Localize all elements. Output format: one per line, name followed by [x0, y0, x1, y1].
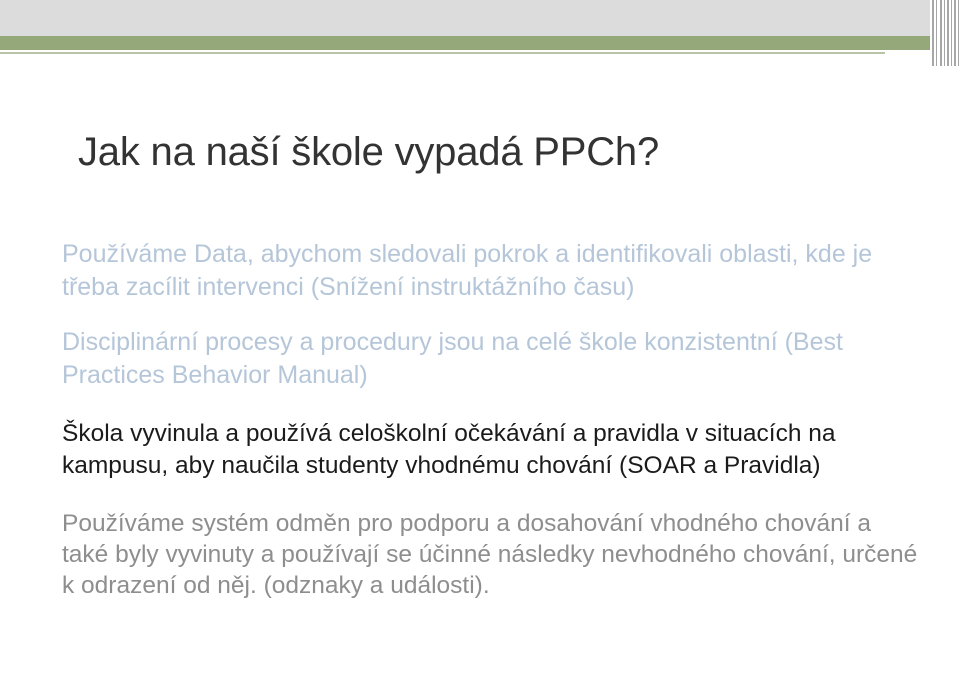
header-grey-band: [0, 0, 930, 36]
slide-title: Jak na naší škole vypadá PPCh?: [78, 130, 660, 174]
header-stripe: [944, 0, 945, 66]
header-stripe: [932, 0, 934, 66]
bullet-discipline-procedures: Disciplinární procesy a procedury jsou na celé škole konzistentní (Best Practices Behavior Manual): [62, 328, 843, 389]
bullet-school-expectations: Škola vyvinula a používá celoškolní očekávání a pravidla v situacích na kampusu, aby naučila studenty vhodnému chování (SOAR a Pravidla): [62, 420, 836, 479]
header-green-band: [0, 36, 930, 50]
header-stripe: [947, 0, 949, 66]
bullet-data-tracking: Používáme Data, abychom sledovali pokrok a identifikovali oblasti, kde je třeba zacílit intervenci (Snížení instruktážního času): [62, 240, 873, 301]
header-thin-line: [0, 52, 885, 54]
bullet-list: [62, 238, 922, 601]
header-stripe: [936, 0, 937, 66]
header-stripe: [954, 0, 956, 66]
header-decoration: [0, 0, 960, 70]
bullet-rewards-system: Používáme systém odměn pro podporu a dosahování vhodného chování a také byly vyvinuty a používají se účinné následky nevhodného chování, určené k odrazení od něj. (odznaky a události).: [62, 510, 918, 599]
header-stripe: [940, 0, 942, 66]
header-stripe: [958, 0, 959, 66]
header-stripe: [951, 0, 952, 66]
